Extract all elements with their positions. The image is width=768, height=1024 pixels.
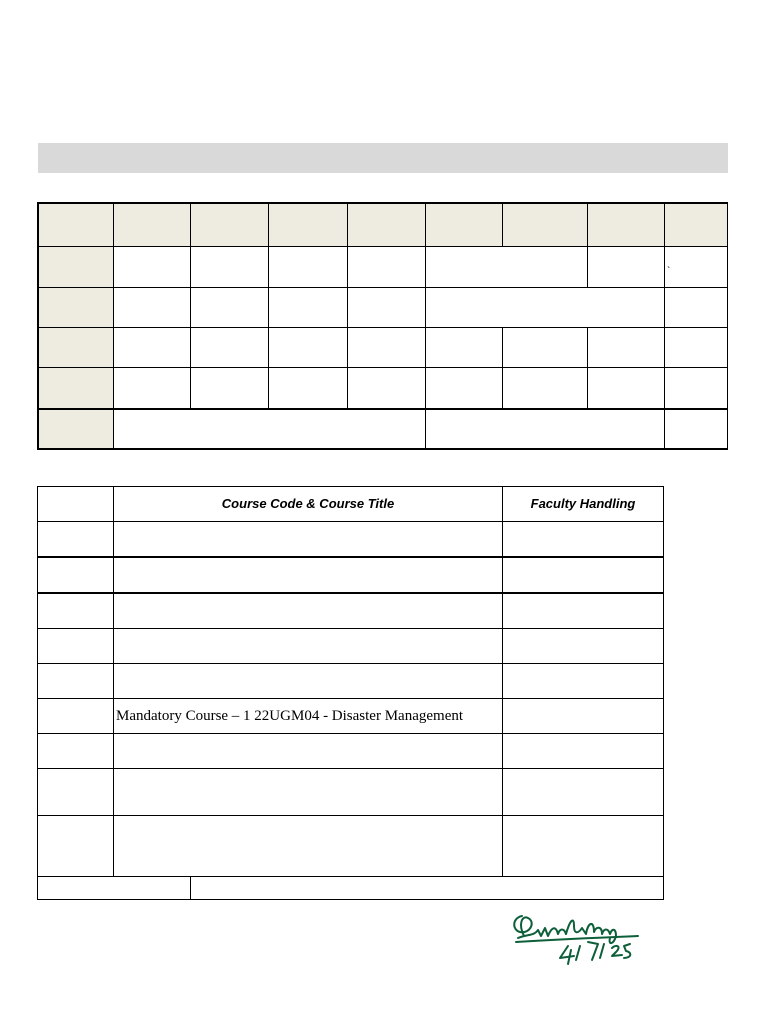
timetable-header-row bbox=[38, 202, 728, 246]
timetable-day-column bbox=[38, 246, 114, 449]
course-code-title-header: Course Code & Course Title bbox=[221, 496, 395, 511]
stray-mark: ` bbox=[667, 266, 671, 277]
handwritten-signature bbox=[508, 906, 648, 968]
title-bar bbox=[38, 143, 728, 173]
mandatory-course-entry: Mandatory Course – 1 22UGM04 - Disaster Management bbox=[116, 708, 464, 724]
faculty-handling-header: Faculty Handling bbox=[530, 496, 636, 511]
